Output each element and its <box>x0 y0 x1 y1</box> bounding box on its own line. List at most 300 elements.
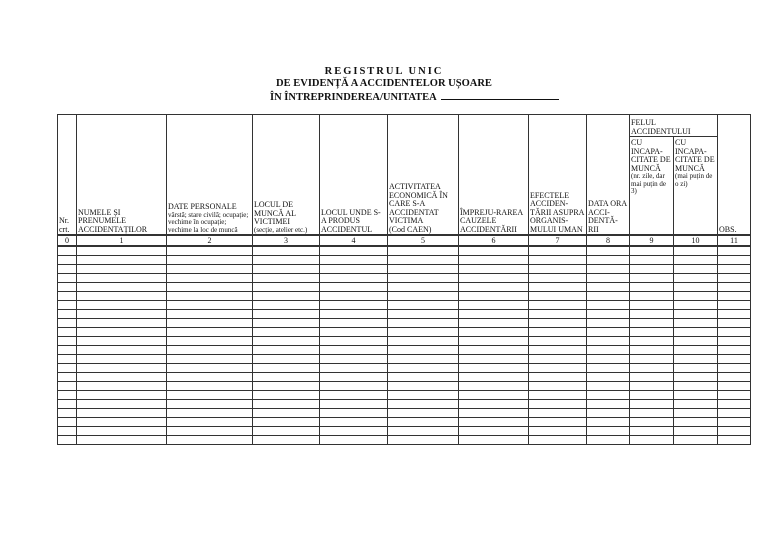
table-cell[interactable] <box>718 346 751 355</box>
table-cell[interactable] <box>58 409 77 418</box>
table-cell[interactable] <box>58 292 77 301</box>
table-cell[interactable] <box>77 292 167 301</box>
column-number: 4 <box>320 235 388 246</box>
table-cell[interactable] <box>388 355 459 364</box>
table-cell[interactable] <box>320 256 388 265</box>
table-cell[interactable] <box>630 373 674 382</box>
table-cell[interactable] <box>167 355 253 364</box>
table-cell[interactable] <box>459 382 529 391</box>
table-cell[interactable] <box>320 274 388 283</box>
table-cell[interactable] <box>630 310 674 319</box>
table-cell[interactable] <box>58 337 77 346</box>
col-incapacitate-ore-detail: (mai puțin de o zi) <box>675 172 713 188</box>
table-cell[interactable] <box>77 301 167 310</box>
table-cell[interactable] <box>674 256 718 265</box>
col-incapacitate-zile <box>630 137 674 236</box>
table-cell[interactable] <box>674 364 718 373</box>
table-cell[interactable] <box>77 283 167 292</box>
table-cell[interactable] <box>253 283 320 292</box>
table-cell[interactable] <box>459 246 529 256</box>
table-cell[interactable] <box>77 328 167 337</box>
col-imprejurarea: ÎMPREJU-RAREA CAUZELE ACCIDENTĂRII <box>459 115 529 236</box>
table-cell[interactable] <box>587 246 630 256</box>
table-cell[interactable] <box>587 301 630 310</box>
table-cell[interactable] <box>630 409 674 418</box>
table-cell[interactable] <box>253 373 320 382</box>
table-row <box>58 319 751 328</box>
table-cell[interactable] <box>587 337 630 346</box>
table-cell[interactable] <box>388 409 459 418</box>
table-cell[interactable] <box>77 382 167 391</box>
table-cell[interactable] <box>58 301 77 310</box>
table-cell[interactable] <box>253 364 320 373</box>
table-cell[interactable] <box>167 283 253 292</box>
col-nume-prenume: NUMELE ȘI PRENUMELE ACCIDENTAȚILOR <box>77 115 167 236</box>
table-cell[interactable] <box>167 391 253 400</box>
table-cell[interactable] <box>630 319 674 328</box>
table-cell[interactable] <box>529 418 587 427</box>
table-cell[interactable] <box>587 382 630 391</box>
table-cell[interactable] <box>253 391 320 400</box>
table-cell[interactable] <box>529 292 587 301</box>
table-cell[interactable] <box>587 355 630 364</box>
table-cell[interactable] <box>674 427 718 436</box>
table-cell[interactable] <box>587 436 630 445</box>
table-cell[interactable] <box>77 436 167 445</box>
table-cell[interactable] <box>388 391 459 400</box>
table-cell[interactable] <box>459 328 529 337</box>
table-cell[interactable] <box>459 265 529 274</box>
column-number: 7 <box>529 235 587 246</box>
table-row <box>58 373 751 382</box>
table-cell[interactable] <box>459 355 529 364</box>
table-cell[interactable] <box>718 310 751 319</box>
col-activitatea-title: ACTIVITATEA ECONOMICĂ ÎN CARE S-A ACCIDENTAT VICTIMA <box>389 182 448 225</box>
table-cell[interactable] <box>529 427 587 436</box>
table-cell[interactable] <box>630 292 674 301</box>
table-cell[interactable] <box>718 292 751 301</box>
table-cell[interactable] <box>630 436 674 445</box>
table-cell[interactable] <box>388 346 459 355</box>
table-cell[interactable] <box>167 436 253 445</box>
table-cell[interactable] <box>253 292 320 301</box>
table-cell[interactable] <box>529 310 587 319</box>
table-cell[interactable] <box>388 265 459 274</box>
table-cell[interactable] <box>529 301 587 310</box>
table-cell[interactable] <box>718 337 751 346</box>
column-number: 0 <box>58 235 77 246</box>
table-cell[interactable] <box>388 292 459 301</box>
table-cell[interactable] <box>718 301 751 310</box>
table-cell[interactable] <box>459 274 529 283</box>
table-cell[interactable] <box>674 436 718 445</box>
table-cell[interactable] <box>529 328 587 337</box>
table-cell[interactable] <box>167 328 253 337</box>
table-cell[interactable] <box>674 301 718 310</box>
table-cell[interactable] <box>587 418 630 427</box>
table-cell[interactable] <box>630 427 674 436</box>
table-cell[interactable] <box>587 265 630 274</box>
table-cell[interactable] <box>587 274 630 283</box>
table-cell[interactable] <box>630 301 674 310</box>
table-cell[interactable] <box>529 355 587 364</box>
table-cell[interactable] <box>459 337 529 346</box>
table-cell[interactable] <box>459 256 529 265</box>
table-row <box>58 355 751 364</box>
table-cell[interactable] <box>718 373 751 382</box>
table-cell[interactable] <box>77 400 167 409</box>
table-cell[interactable] <box>529 346 587 355</box>
table-cell[interactable] <box>388 427 459 436</box>
table-cell[interactable] <box>320 265 388 274</box>
table-cell[interactable] <box>718 328 751 337</box>
table-cell[interactable] <box>253 400 320 409</box>
table-cell[interactable] <box>587 328 630 337</box>
table-row <box>58 328 751 337</box>
table-cell[interactable] <box>587 391 630 400</box>
table-cell[interactable] <box>388 400 459 409</box>
table-cell[interactable] <box>630 256 674 265</box>
table-cell[interactable] <box>674 274 718 283</box>
table-cell[interactable] <box>630 274 674 283</box>
table-cell[interactable] <box>459 319 529 328</box>
table-cell[interactable] <box>253 427 320 436</box>
table-cell[interactable] <box>529 337 587 346</box>
table-cell[interactable] <box>320 373 388 382</box>
table-cell[interactable] <box>77 427 167 436</box>
table-cell[interactable] <box>674 246 718 256</box>
table-cell[interactable] <box>253 319 320 328</box>
table-cell[interactable] <box>459 373 529 382</box>
table-cell[interactable] <box>529 400 587 409</box>
table-cell[interactable] <box>167 418 253 427</box>
table-cell[interactable] <box>587 283 630 292</box>
table-cell[interactable] <box>529 246 587 256</box>
table-cell[interactable] <box>167 265 253 274</box>
table-row <box>58 274 751 283</box>
table-cell[interactable] <box>587 373 630 382</box>
table-cell[interactable] <box>58 427 77 436</box>
table-cell[interactable] <box>167 310 253 319</box>
table-cell[interactable] <box>388 310 459 319</box>
table-cell[interactable] <box>459 292 529 301</box>
table-cell[interactable] <box>674 310 718 319</box>
table-cell[interactable] <box>253 436 320 445</box>
table-cell[interactable] <box>253 265 320 274</box>
table-row <box>58 364 751 373</box>
table-cell[interactable] <box>253 301 320 310</box>
table-cell[interactable] <box>388 373 459 382</box>
table-cell[interactable] <box>320 292 388 301</box>
table-cell[interactable] <box>674 292 718 301</box>
table-cell[interactable] <box>718 246 751 256</box>
table-cell[interactable] <box>77 265 167 274</box>
table-cell[interactable] <box>630 337 674 346</box>
table-cell[interactable] <box>58 364 77 373</box>
col-locul-de-munca-detail: (secție, atelier etc.) <box>254 225 308 234</box>
table-cell[interactable] <box>529 319 587 328</box>
table-cell[interactable] <box>320 301 388 310</box>
table-cell[interactable] <box>718 283 751 292</box>
table-cell[interactable] <box>58 436 77 445</box>
table-cell[interactable] <box>320 337 388 346</box>
table-cell[interactable] <box>674 391 718 400</box>
table-cell[interactable] <box>529 391 587 400</box>
table-row <box>58 310 751 319</box>
table-cell[interactable] <box>674 355 718 364</box>
table-cell[interactable] <box>459 364 529 373</box>
table-cell[interactable] <box>320 328 388 337</box>
table-cell[interactable] <box>320 400 388 409</box>
table-cell[interactable] <box>167 373 253 382</box>
table-cell[interactable] <box>529 283 587 292</box>
table-cell[interactable] <box>718 436 751 445</box>
table-cell[interactable] <box>674 319 718 328</box>
table-cell[interactable] <box>320 355 388 364</box>
table-cell[interactable] <box>253 310 320 319</box>
table-cell[interactable] <box>58 274 77 283</box>
table-cell[interactable] <box>674 418 718 427</box>
table-cell[interactable] <box>167 256 253 265</box>
table-cell[interactable] <box>630 391 674 400</box>
table-cell[interactable] <box>77 418 167 427</box>
table-cell[interactable] <box>529 382 587 391</box>
table-cell[interactable] <box>587 292 630 301</box>
table-cell[interactable] <box>529 364 587 373</box>
table-cell[interactable] <box>529 436 587 445</box>
table-cell[interactable] <box>77 409 167 418</box>
enterprise-blank-field[interactable] <box>441 90 559 100</box>
table-cell[interactable] <box>459 427 529 436</box>
table-cell[interactable] <box>167 246 253 256</box>
table-cell[interactable] <box>459 283 529 292</box>
table-cell[interactable] <box>320 310 388 319</box>
table-cell[interactable] <box>587 256 630 265</box>
table-cell[interactable] <box>459 301 529 310</box>
table-cell[interactable] <box>718 418 751 427</box>
table-cell[interactable] <box>388 246 459 256</box>
table-cell[interactable] <box>58 355 77 364</box>
table-cell[interactable] <box>630 328 674 337</box>
table-cell[interactable] <box>459 409 529 418</box>
table-cell[interactable] <box>674 337 718 346</box>
table-cell[interactable] <box>320 427 388 436</box>
table-header <box>58 115 751 236</box>
table-cell[interactable] <box>459 400 529 409</box>
table-cell[interactable] <box>77 310 167 319</box>
col-date-personale-detail: vârstă; stare civilă; ocupație; vechime în ocupație; vechime la loc de muncă <box>168 210 249 234</box>
table-cell[interactable] <box>167 346 253 355</box>
column-number: 9 <box>630 235 674 246</box>
table-cell[interactable] <box>253 355 320 364</box>
table-cell[interactable] <box>320 418 388 427</box>
table-cell[interactable] <box>630 265 674 274</box>
table-cell[interactable] <box>674 346 718 355</box>
table-cell[interactable] <box>167 427 253 436</box>
table-cell[interactable] <box>630 283 674 292</box>
table-cell[interactable] <box>320 246 388 256</box>
table-cell[interactable] <box>529 409 587 418</box>
table-cell[interactable] <box>167 292 253 301</box>
col-incapacitate-zile-detail: (nr. zile, dar mai puțin de 3) <box>631 172 666 195</box>
table-cell[interactable] <box>529 274 587 283</box>
table-cell[interactable] <box>58 418 77 427</box>
table-row <box>58 283 751 292</box>
table-row <box>58 265 751 274</box>
table-cell[interactable] <box>58 246 77 256</box>
table-cell[interactable] <box>253 382 320 391</box>
table-cell[interactable] <box>77 319 167 328</box>
table-cell[interactable] <box>167 301 253 310</box>
table-cell[interactable] <box>167 382 253 391</box>
table-cell[interactable] <box>674 382 718 391</box>
table-cell[interactable] <box>718 265 751 274</box>
table-cell[interactable] <box>77 355 167 364</box>
table-cell[interactable] <box>58 265 77 274</box>
table-cell[interactable] <box>718 274 751 283</box>
table-cell[interactable] <box>718 400 751 409</box>
column-number: 11 <box>718 235 751 246</box>
col-incapacitate-ore-title: CU INCAPA-CITATE DE MUNCĂ <box>675 138 715 173</box>
table-cell[interactable] <box>630 400 674 409</box>
table-cell[interactable] <box>167 400 253 409</box>
table-cell[interactable] <box>253 409 320 418</box>
table-cell[interactable] <box>58 283 77 292</box>
column-number: 2 <box>167 235 253 246</box>
table-cell[interactable] <box>77 364 167 373</box>
table-cell[interactable] <box>77 337 167 346</box>
table-cell[interactable] <box>253 328 320 337</box>
table-cell[interactable] <box>674 265 718 274</box>
table-cell[interactable] <box>459 310 529 319</box>
table-cell[interactable] <box>253 246 320 256</box>
table-cell[interactable] <box>58 319 77 328</box>
table-cell[interactable] <box>388 256 459 265</box>
table-cell[interactable] <box>320 283 388 292</box>
table-cell[interactable] <box>630 418 674 427</box>
col-incapacitate-zile-title: CU INCAPA-CITATE DE MUNCĂ <box>631 138 671 173</box>
table-cell[interactable] <box>388 274 459 283</box>
table-cell[interactable] <box>630 346 674 355</box>
table-cell[interactable] <box>58 373 77 382</box>
table-cell[interactable] <box>388 382 459 391</box>
table-cell[interactable] <box>529 265 587 274</box>
table-cell[interactable] <box>58 328 77 337</box>
col-date-personale <box>167 115 253 236</box>
table-cell[interactable] <box>320 382 388 391</box>
table-row <box>58 256 751 265</box>
table-cell[interactable] <box>58 256 77 265</box>
table-cell[interactable] <box>388 283 459 292</box>
table-cell[interactable] <box>529 256 587 265</box>
table-cell[interactable] <box>253 418 320 427</box>
table-cell[interactable] <box>718 355 751 364</box>
table-cell[interactable] <box>388 436 459 445</box>
table-cell[interactable] <box>253 346 320 355</box>
table-cell[interactable] <box>320 391 388 400</box>
table-cell[interactable] <box>320 346 388 355</box>
table-cell[interactable] <box>674 328 718 337</box>
table-cell[interactable] <box>630 355 674 364</box>
table-cell[interactable] <box>388 337 459 346</box>
table-cell[interactable] <box>388 301 459 310</box>
table-cell[interactable] <box>77 256 167 265</box>
table-cell[interactable] <box>459 391 529 400</box>
table-cell[interactable] <box>58 310 77 319</box>
col-locul-de-munca-title: LOCUL DE MUNCĂ AL VICTIMEI <box>254 200 296 226</box>
table-cell[interactable] <box>77 246 167 256</box>
table-cell[interactable] <box>58 382 77 391</box>
table-cell[interactable] <box>77 274 167 283</box>
table-cell[interactable] <box>320 409 388 418</box>
table-cell[interactable] <box>388 418 459 427</box>
table-cell[interactable] <box>718 409 751 418</box>
table-cell[interactable] <box>253 274 320 283</box>
table-cell[interactable] <box>459 418 529 427</box>
table-cell[interactable] <box>388 328 459 337</box>
col-activitatea-detail: (Cod CAEN) <box>389 224 432 234</box>
table-cell[interactable] <box>253 337 320 346</box>
table-cell[interactable] <box>529 373 587 382</box>
table-cell[interactable] <box>630 364 674 373</box>
table-cell[interactable] <box>630 246 674 256</box>
table-cell[interactable] <box>587 409 630 418</box>
col-locul-accidentului: LOCUL UNDE S-A PRODUS ACCIDENTUL <box>320 115 388 236</box>
table-cell[interactable] <box>253 256 320 265</box>
table-cell[interactable] <box>58 391 77 400</box>
table-cell[interactable] <box>718 427 751 436</box>
table-cell[interactable] <box>587 346 630 355</box>
table-cell[interactable] <box>77 346 167 355</box>
table-cell[interactable] <box>718 382 751 391</box>
table-cell[interactable] <box>587 319 630 328</box>
table-row <box>58 391 751 400</box>
table-cell[interactable] <box>718 364 751 373</box>
table-cell[interactable] <box>459 346 529 355</box>
table-cell[interactable] <box>58 346 77 355</box>
table-row <box>58 337 751 346</box>
table-cell[interactable] <box>630 382 674 391</box>
table-cell[interactable] <box>320 319 388 328</box>
table-cell[interactable] <box>718 391 751 400</box>
table-cell[interactable] <box>388 364 459 373</box>
table-cell[interactable] <box>459 436 529 445</box>
table-cell[interactable] <box>388 319 459 328</box>
table-cell[interactable] <box>167 337 253 346</box>
table-cell[interactable] <box>674 373 718 382</box>
table-cell[interactable] <box>587 400 630 409</box>
table-cell[interactable] <box>587 427 630 436</box>
table-cell[interactable] <box>718 256 751 265</box>
enterprise-line <box>270 90 559 104</box>
table-cell[interactable] <box>77 391 167 400</box>
table-cell[interactable] <box>167 319 253 328</box>
table-cell[interactable] <box>167 364 253 373</box>
table-cell[interactable] <box>58 400 77 409</box>
table-cell[interactable] <box>674 283 718 292</box>
table-cell[interactable] <box>587 310 630 319</box>
table-cell[interactable] <box>674 400 718 409</box>
table-cell[interactable] <box>167 409 253 418</box>
col-felul-accidentului: FELUL ACCIDENTULUI <box>630 115 718 137</box>
table-cell[interactable] <box>167 274 253 283</box>
table-cell[interactable] <box>77 373 167 382</box>
table-cell[interactable] <box>674 409 718 418</box>
table-cell[interactable] <box>320 364 388 373</box>
table-cell[interactable] <box>718 319 751 328</box>
table-cell[interactable] <box>587 364 630 373</box>
table-cell[interactable] <box>320 436 388 445</box>
